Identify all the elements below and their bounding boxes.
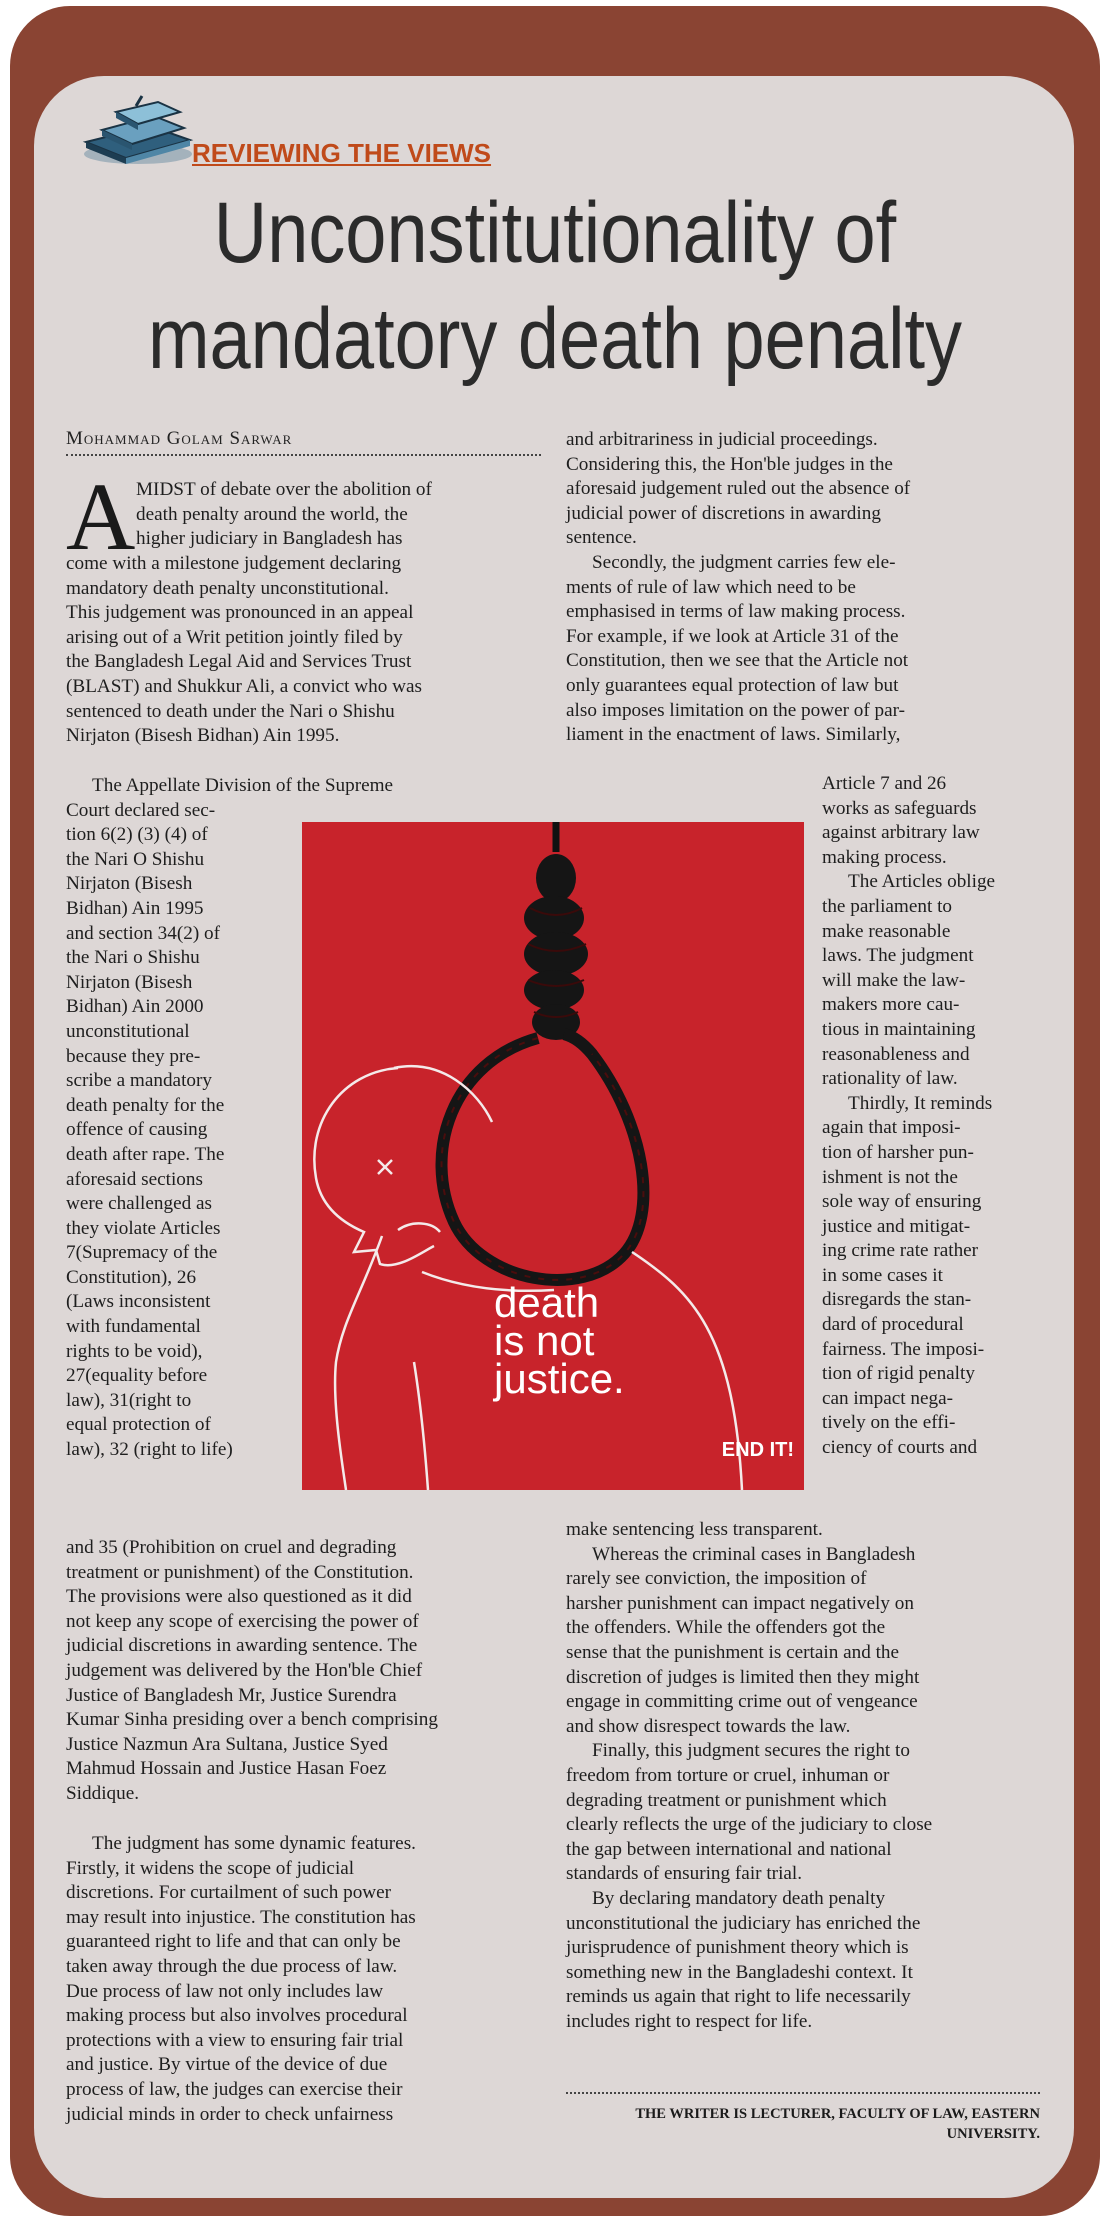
text-line: the Nari o Shishu <box>66 947 200 969</box>
footer-rule <box>566 2092 1040 2094</box>
text-line: degrading treatment or punishment which <box>566 1789 887 1811</box>
text-line: unconstitutional the judiciary has enriched the <box>566 1912 921 1934</box>
text-line: Kumar Sinha presiding over a bench comprising <box>66 1709 438 1731</box>
text-line: liament in the enactment of laws. Similarly, <box>566 724 901 746</box>
right-column-narrow <box>822 772 995 1461</box>
text-line: and justice. By virtue of the device of due <box>66 2054 388 2076</box>
text-line: tion 6(2) (3) (4) of <box>66 824 208 846</box>
text-line: process of law, the judges can exercise their <box>66 2078 403 2100</box>
text-line: rationality of law. <box>822 1068 958 1090</box>
text-line: treatment or punishment) of the Constitution. <box>66 1561 414 1583</box>
text-line: dard of procedural <box>822 1314 964 1336</box>
text-line: By declaring mandatory death penalty <box>592 1887 886 1909</box>
poster-slogan-line-1: death <box>494 1279 600 1326</box>
text-line: the offenders. While the offenders got the <box>566 1617 886 1639</box>
text-line: Nirjaton (Bisesh <box>66 873 193 895</box>
text-line: law), 31(right to <box>66 1389 192 1411</box>
text-line: something new in the Bangladeshi context. It <box>566 1961 913 1983</box>
text-line: The provisions were also questioned as it did <box>66 1586 412 1608</box>
books-icon <box>80 90 196 170</box>
text-line: and 35 (Prohibition on cruel and degrading <box>66 1537 397 1558</box>
text-line: 27(equality before <box>66 1365 208 1387</box>
text-line: making process. <box>822 846 947 868</box>
left-paragraph-1-cont <box>66 552 422 749</box>
text-line: aforesaid judgement ruled out the absence of <box>566 478 911 500</box>
text-line: were challenged as <box>66 1193 212 1215</box>
text-line: MIDST of debate over the abolition of <box>136 479 432 500</box>
text-line: arising out of a Writ petition jointly filed by <box>66 626 403 648</box>
text-line: against arbitrary law <box>822 822 980 844</box>
text-line: not keep any scope of exercising the power of <box>66 1610 419 1632</box>
text-line: in some cases it <box>822 1264 943 1286</box>
left-paragraph-3 <box>66 1832 416 2127</box>
text-line: tion of harsher pun- <box>822 1141 974 1163</box>
text-line: Considering this, the Hon'ble judges in the <box>566 453 893 475</box>
text-line: can impact nega- <box>822 1387 954 1409</box>
text-line: law), 32 (right to life) <box>66 1439 233 1461</box>
text-line: discretions. For curtailment of such power <box>66 1882 392 1904</box>
text-line: higher judiciary in Bangladesh has <box>136 528 403 550</box>
text-line: sentence. <box>566 527 637 549</box>
left-paragraph-1 <box>136 478 432 552</box>
text-line: Due process of law not only includes law <box>66 1980 384 2002</box>
text-line: making process but also involves procedural <box>66 2005 408 2027</box>
text-line: and show disrespect towards the law. <box>566 1715 851 1737</box>
poster-slogan-line-2: is not <box>494 1317 595 1364</box>
text-line: freedom from torture or cruel, inhuman or <box>566 1764 890 1786</box>
text-line: The Appellate Division of the Supreme <box>92 775 394 796</box>
text-line: works as safeguards <box>822 797 977 819</box>
text-line: with fundamental <box>66 1316 201 1338</box>
text-line: jurisprudence of punishment theory which is <box>566 1937 909 1959</box>
text-line: Siddique. <box>66 1782 140 1804</box>
headline-line-2: mandatory death penalty <box>147 291 963 387</box>
byline <box>66 428 541 456</box>
text-line: the Nari O Shishu <box>66 848 205 870</box>
writer-note-line-1: THE WRITER IS LECTURER, FACULTY OF LAW, EASTERN <box>635 2106 1040 2122</box>
right-column-bottom <box>566 1518 932 2034</box>
text-line: protections with a view to ensuring fair trial <box>66 2029 404 2051</box>
text-line: unconstitutional <box>66 1020 190 1042</box>
text-line: the Bangladesh Legal Aid and Services Trust <box>66 651 412 673</box>
text-line: judicial minds in order to check unfairness <box>66 2103 394 2125</box>
text-line: sole way of ensuring <box>822 1191 982 1213</box>
text-line: emphasised in terms of law making process. <box>566 601 906 623</box>
text-line: may result into injustice. The constitution has <box>66 1906 416 1928</box>
text-line: rights to be void), <box>66 1340 203 1362</box>
death-is-not-justice-poster <box>302 822 804 1490</box>
text-line: and arbitrariness in judicial proceedings. <box>566 429 878 450</box>
text-line: sense that the punishment is certain and the <box>566 1641 900 1663</box>
text-line: guaranteed right to life and that can only be <box>66 1931 401 1953</box>
text-line: because they pre- <box>66 1045 201 1067</box>
right-column-top <box>566 428 910 748</box>
text-line: reasonableness and <box>822 1043 970 1065</box>
text-line: again that imposi- <box>822 1117 961 1139</box>
headline <box>112 180 998 392</box>
text-line: aforesaid sections <box>66 1168 203 1190</box>
text-line: judicial power of discretions in awarding <box>566 502 881 524</box>
text-line: Nirjaton (Bisesh Bidhan) Ain 1995. <box>66 725 340 747</box>
text-line: equal protection of <box>66 1414 211 1436</box>
text-line: make sentencing less transparent. <box>566 1519 823 1540</box>
text-line: will make the law- <box>822 969 966 991</box>
text-line: judgement was delivered by the Hon'ble Chief <box>66 1659 423 1681</box>
text-line: they violate Articles <box>66 1217 221 1239</box>
text-line: only guarantees equal protection of law but <box>566 674 899 696</box>
text-line: laws. The judgment <box>822 945 974 967</box>
text-line: death after rape. The <box>66 1143 225 1165</box>
text-line: standards of ensuring fair trial. <box>566 1863 803 1885</box>
text-line: sentenced to death under the Nari o Shishu <box>66 700 395 722</box>
text-line: (Laws inconsistent <box>66 1291 211 1313</box>
text-line: engage in committing crime out of vengeance <box>566 1691 918 1713</box>
text-line: Whereas the criminal cases in Bangladesh <box>592 1543 916 1565</box>
poster-slogan <box>494 1279 625 1402</box>
text-line: For example, if we look at Article 31 of the <box>566 625 899 647</box>
text-line: reminds us again that right to life necessarily <box>566 1986 911 2008</box>
drop-cap: A <box>66 463 136 570</box>
text-line: Article 7 and 26 <box>822 773 947 794</box>
text-line: the parliament to <box>822 895 953 917</box>
left-paragraph-2-cont <box>66 1536 438 1807</box>
headline-line-1: Unconstitutionality of <box>213 185 897 281</box>
section-label: REVIEWING THE VIEWS <box>192 138 492 168</box>
text-line: This judgement was pronounced in an appeal <box>66 602 414 624</box>
text-line: discretion of judges is limited then they might <box>566 1666 920 1688</box>
text-line: Finally, this judgment secures the right to <box>592 1740 910 1762</box>
text-line: offence of causing <box>66 1119 208 1141</box>
text-line: ments of rule of law which need to be <box>566 576 856 598</box>
text-line: Justice Nazmun Ara Sultana, Justice Syed <box>66 1733 388 1755</box>
text-line: makers more cau- <box>822 994 960 1016</box>
poster-slogan-line-3: justice. <box>494 1355 625 1402</box>
writer-note-line-2: UNIVERSITY. <box>946 2126 1040 2142</box>
text-line: justice and mitigat- <box>822 1215 971 1237</box>
text-line: Court declared sec- <box>66 799 216 821</box>
text-line: Nirjaton (Bisesh <box>66 971 193 993</box>
text-line: includes right to respect for life. <box>566 2010 813 2032</box>
text-line: (BLAST) and Shukkur Ali, a convict who was <box>66 675 422 697</box>
text-line: ing crime rate rather <box>822 1240 979 1262</box>
text-line: ishment is not the <box>822 1166 958 1188</box>
text-line: Mahmud Hossain and Justice Hasan Foez <box>66 1758 387 1780</box>
byline-first: Mohammad Golam Sarwar <box>66 428 293 449</box>
text-line: taken away through the due process of law. <box>66 1955 398 1977</box>
text-line: Bidhan) Ain 2000 <box>66 996 204 1018</box>
poster-end-it-tag: END IT! <box>721 1439 794 1461</box>
text-line: death penalty around the world, the <box>136 503 408 525</box>
writer-note <box>566 2104 1040 2144</box>
text-line: also imposes limitation on the power of par- <box>566 699 906 721</box>
text-line: Constitution, then we see that the Article not <box>566 650 909 672</box>
text-line: rarely see conviction, the imposition of <box>566 1568 867 1590</box>
text-line: ciency of courts and <box>822 1437 978 1459</box>
text-line: the gap between international and national <box>566 1838 892 1860</box>
text-line: judicial discretions in awarding sentence. The <box>66 1635 418 1657</box>
text-line: Thirdly, It reminds <box>848 1092 993 1114</box>
text-line: and section 34(2) of <box>66 922 220 944</box>
text-line: death penalty for the <box>66 1094 225 1116</box>
text-line: scribe a mandatory <box>66 1070 212 1092</box>
text-line: fairness. The imposi- <box>822 1338 985 1360</box>
text-line: clearly reflects the urge of the judiciary to close <box>566 1814 933 1836</box>
text-line: The Articles oblige <box>848 871 996 893</box>
text-line: come with a milestone judgement declaring <box>66 553 402 574</box>
text-line: tious in maintaining <box>822 1018 976 1040</box>
text-line: Bidhan) Ain 1995 <box>66 897 204 919</box>
text-line: disregards the stan- <box>822 1289 972 1311</box>
text-line: tively on the effi- <box>822 1412 956 1434</box>
text-line: Firstly, it widens the scope of judicial <box>66 1857 355 1879</box>
text-line: Constitution), 26 <box>66 1266 197 1288</box>
text-line: make reasonable <box>822 920 951 942</box>
text-line: Justice of Bangladesh Mr, Justice Surendra <box>66 1684 397 1706</box>
text-line: The judgment has some dynamic features. <box>92 1833 416 1854</box>
text-line: tion of rigid penalty <box>822 1363 975 1385</box>
text-line: 7(Supremacy of the <box>66 1242 218 1264</box>
text-line: mandatory death penalty unconstitutional. <box>66 577 389 599</box>
text-line: harsher punishment can impact negatively on <box>566 1592 914 1614</box>
text-line: Secondly, the judgment carries few ele- <box>592 551 896 573</box>
